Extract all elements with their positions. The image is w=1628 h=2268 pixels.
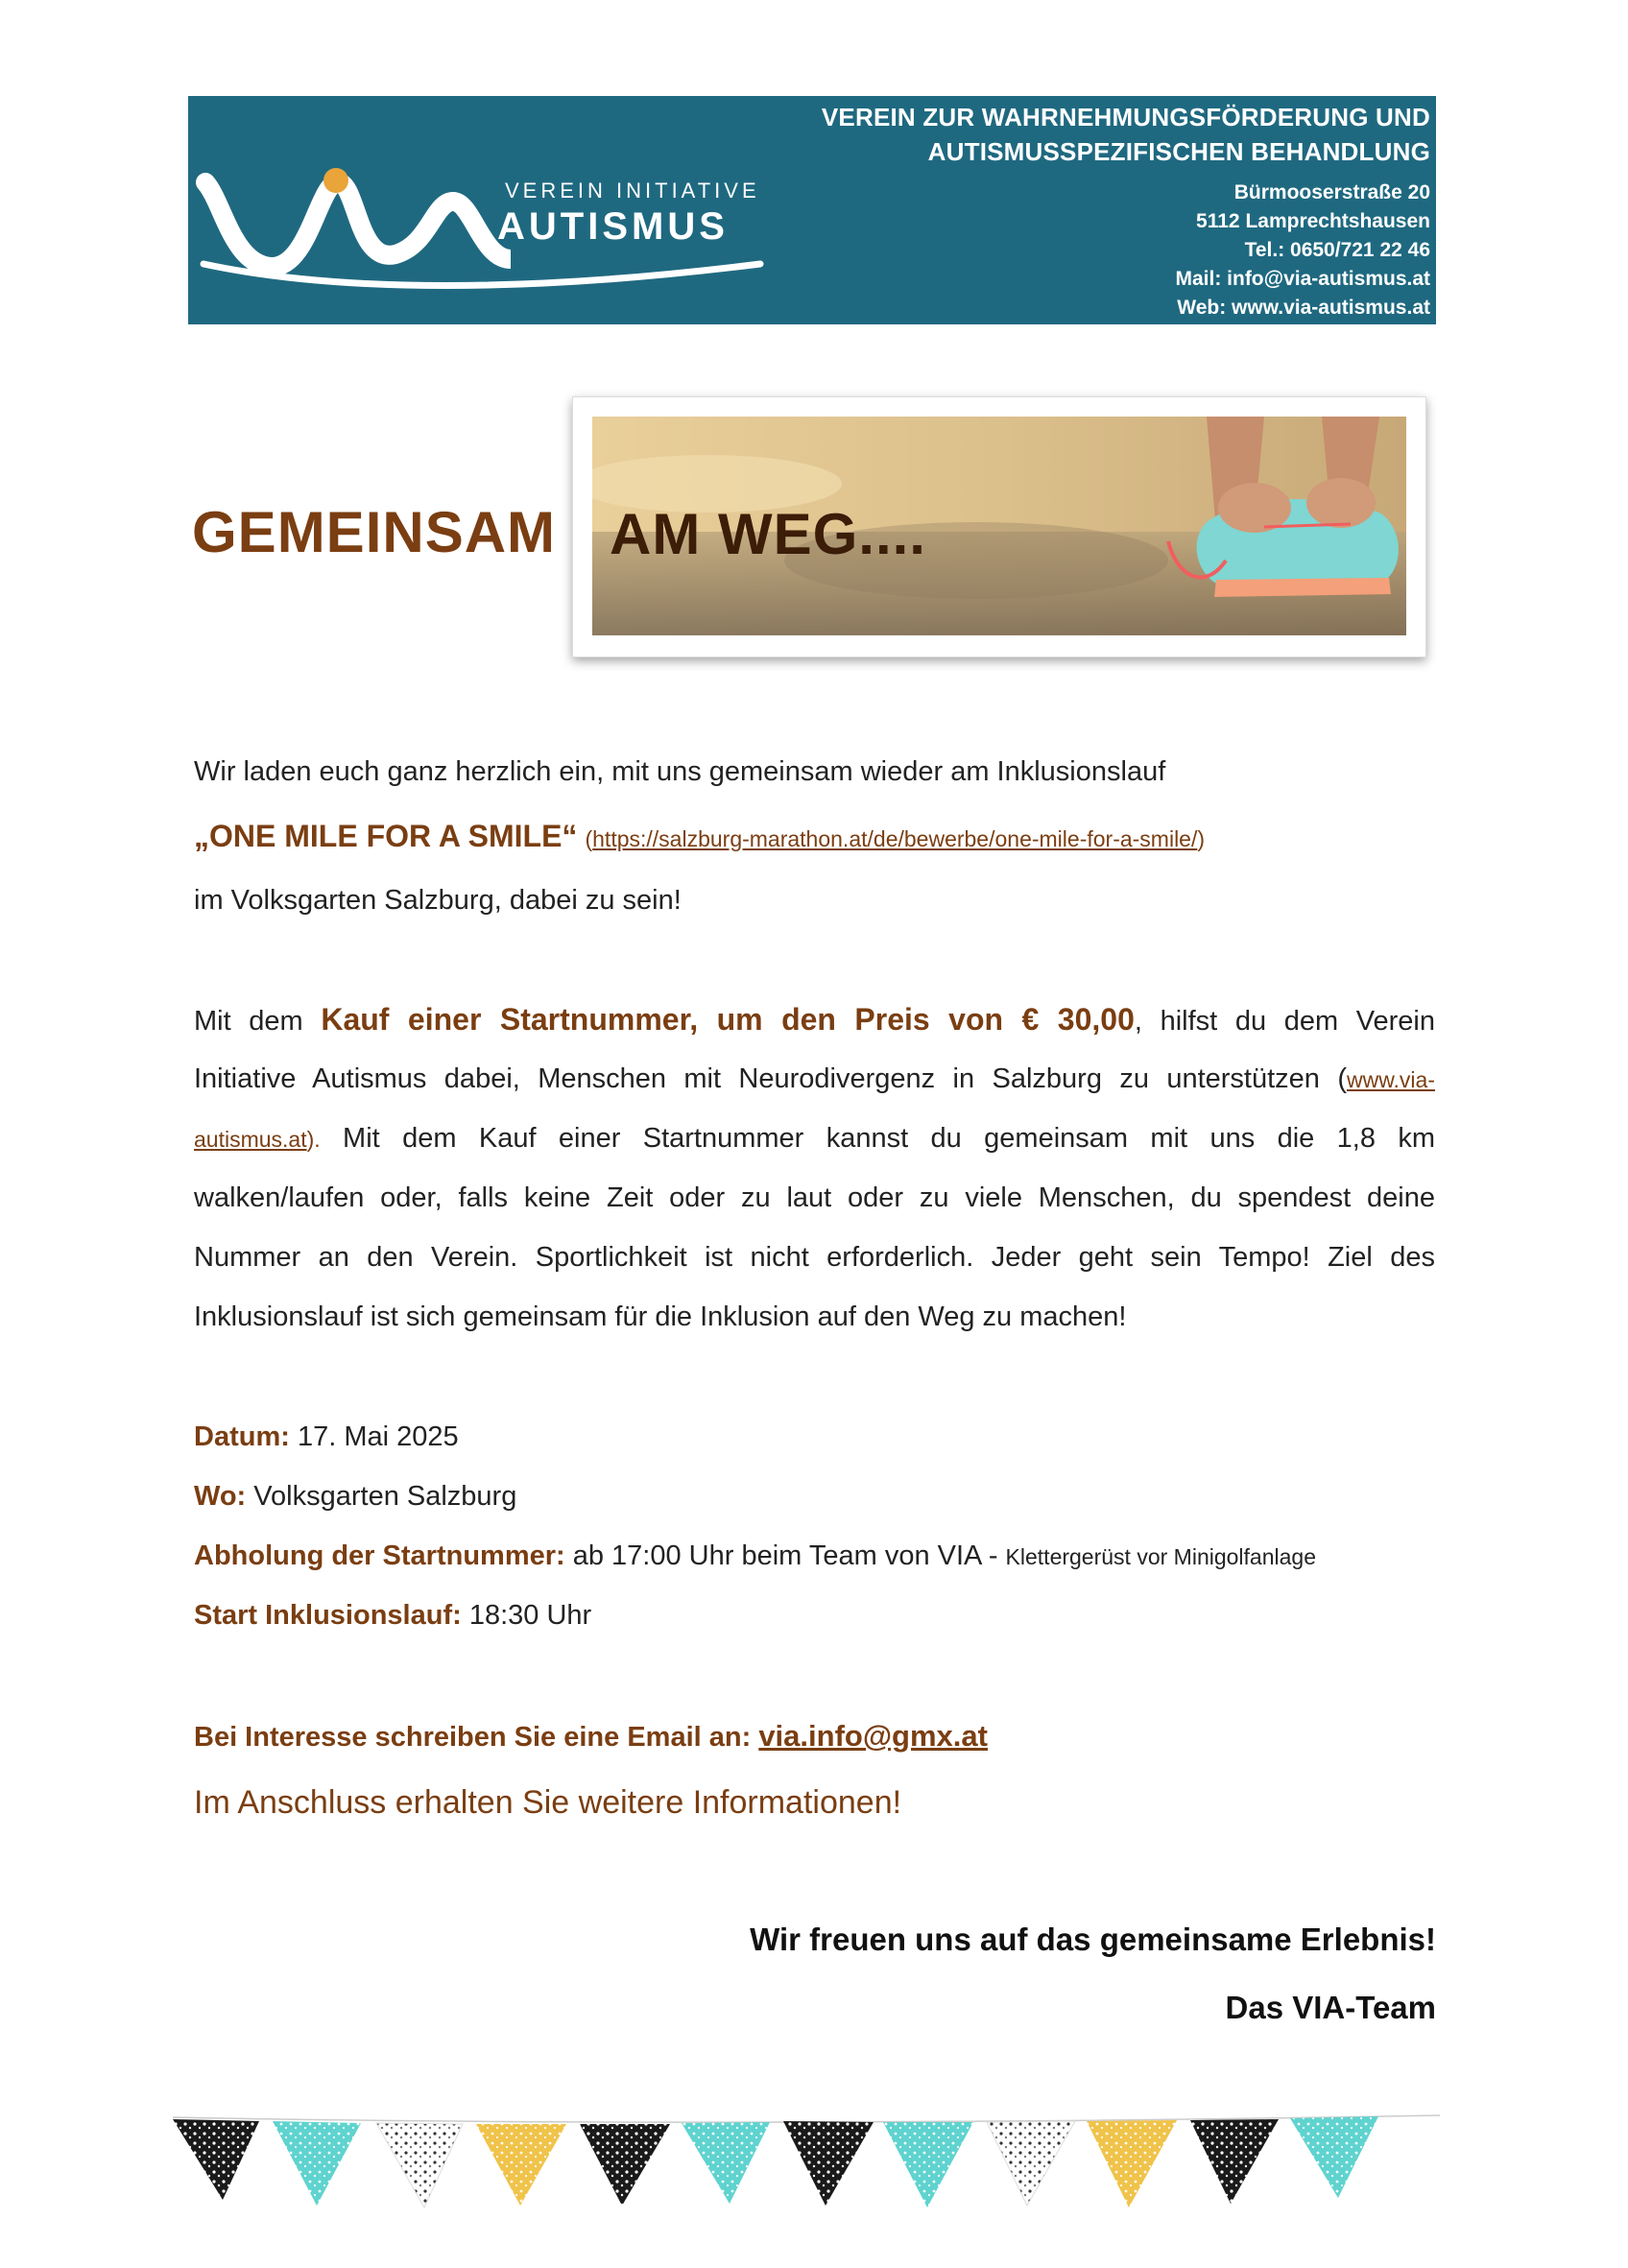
intro-line1: Wir laden euch ganz herzlich ein, mit uns gemeinsam wieder am Inklusionslauf [194,756,1166,787]
detail-pickup [194,1526,1435,1586]
pennant-10 [1087,2120,1177,2208]
para-post: , hilfst du dem Verein [1134,1006,1436,1037]
price-highlight: Kauf einer Startnummer, um den Preis von € 30,00 [321,1002,1135,1037]
logo-title: AUTISMUS [497,205,729,248]
org-address [822,179,1430,322]
via-website-link-part2[interactable]: autismus.at [194,1127,307,1152]
pickup-label: Abholung der Startnummer: [194,1540,565,1571]
detail-where [194,1467,1435,1526]
contact-followup: Im Anschluss erhalten Sie weitere Informationen! [194,1784,902,1821]
start-value: 18:30 Uhr [461,1600,592,1631]
pickup-note: Klettergerüst vor Minigolfanlage [1005,1544,1316,1569]
pennant-3 [376,2123,463,2208]
link-open-paren: ( [585,826,593,851]
para-line5: Nummer an den Verein. Sportlichkeit ist nicht erforderlich. Jeder geht sein Tempo! Ziel des [194,1242,1435,1273]
contact-email-link[interactable]: via.info@gmx.at [758,1719,988,1753]
para-pre: Mit dem [194,1006,322,1037]
closing-line1: Wir freuen uns auf das gemeinsame Erlebnis! [750,1922,1436,1957]
para-line3-after-link: ). [306,1127,321,1152]
detail-date [194,1407,1435,1467]
pennant-2 [273,2121,361,2206]
para-line2-text: Initiative Autismus dabei, Menschen mit Neurodivergenz in Salzburg zu unterstützen ( [194,1063,1347,1094]
pennant-11 [1190,2119,1279,2204]
logo-swoosh [194,240,770,298]
org-name-line1: VEREIN ZUR WAHRNEHMUNGSFÖRDERUNG UND [821,103,1430,131]
start-label: Start Inklusionslauf: [194,1600,462,1631]
event-link-wrapper [585,826,1205,851]
link-close-paren: ) [1197,826,1206,851]
address-city: 5112 Lamprechtshausen [1196,210,1430,232]
address-mail: Mail: info@via-autismus.at [1175,268,1430,290]
event-link[interactable]: https://salzburg-marathon.at/de/bewerbe/one-mile-for-a-smile/ [592,826,1198,851]
contact-label: Bei Interesse schreiben Sie eine Email an: [194,1722,759,1753]
address-street: Bürmooserstraße 20 [1233,181,1430,203]
date-label: Datum: [194,1421,290,1452]
para-line4: walken/laufen oder, falls keine Zeit oder zu laut oder zu viele Menschen, du spendest deine [194,1182,1435,1213]
address-web: Web: www.via-autismus.at [1177,297,1430,319]
pennant-6 [682,2122,770,2204]
where-value: Volksgarten Salzburg [246,1481,517,1512]
pennant-4 [476,2124,566,2206]
closing-signature: Das VIA-Team [1225,1990,1436,2025]
detail-start [194,1586,1435,1645]
contact-line [194,1707,1435,1766]
date-value: 17. Mai 2025 [289,1421,459,1452]
pennant-12 [1290,2116,1378,2198]
pennant-bunting [163,2112,1449,2227]
org-name-line2: AUTISMUSSPEZIFISCHEN BEHANDLUNG [927,137,1430,166]
via-website-link-part1[interactable]: www.via- [1346,1067,1435,1092]
header-info [822,100,1430,322]
para-line2 [194,1049,1435,1109]
title-photo-frame [572,396,1426,657]
pennant-7 [783,2121,874,2206]
pennant-5 [580,2124,670,2206]
title-part1: GEMEINSAM [192,500,557,564]
para-line6: Inklusionslauf ist sich gemeinsam für die Inklusion auf den Weg zu machen! [194,1301,1127,1332]
title-part2: AM WEG.... [610,502,926,566]
para-line1 [194,990,1435,1049]
logo-subtitle: VEREIN INITIATIVE [505,179,760,203]
pennant-1 [173,2119,259,2200]
intro-line2 [194,806,1435,866]
where-label: Wo: [194,1481,247,1512]
para-line3 [194,1109,1435,1168]
header-banner [188,96,1436,324]
event-name: „ONE MILE FOR A SMILE“ [194,819,578,853]
intro-line3: im Volksgarten Salzburg, dabei zu sein! [194,885,682,916]
pennant-8 [883,2122,973,2208]
pennant-9 [987,2121,1075,2206]
address-phone: Tel.: 0650/721 22 46 [1244,239,1430,261]
pickup-value: ab 17:00 Uhr beim Team von VIA - [564,1540,1006,1571]
para-line3-text: Mit dem Kauf einer Startnummer kannst du gemeinsam mit uns die 1,8 km [343,1123,1435,1154]
